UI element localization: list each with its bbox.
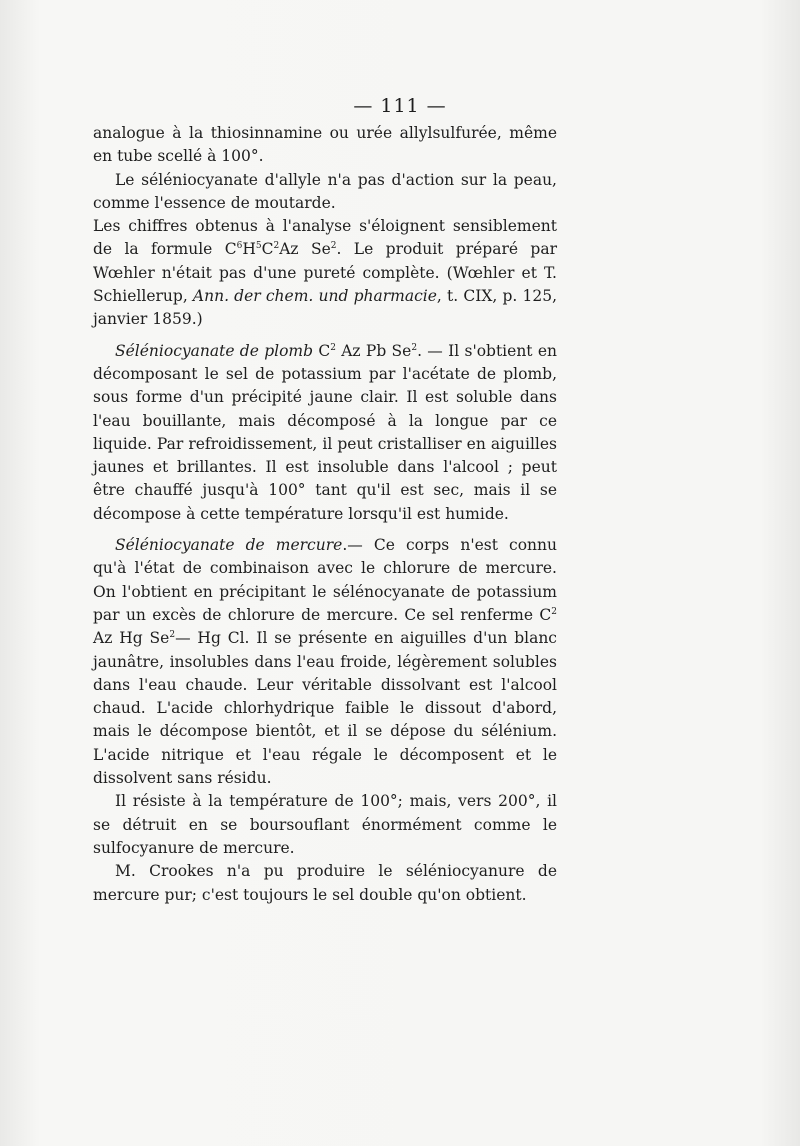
paragraph-1: analogue à la thiosinnamine ou urée allylsulfurée, même en tube scellé à 100°. [93,124,557,166]
page-number: — 111 — [353,95,447,117]
paragraph-3: Les chiffres obtenus à l'analyse s'éloignent sensiblement de la formule $C^6H^5C^2Az$ Se$^2$. Le produit préparé par Wœhler n'était pas d'une pureté complète. (Wœhler et T. Schiellerup, Ann. der chem. und pharmacie, t. CIX, p. 125, janvier 1859.) [93,217,557,329]
section-heading-mercure: Séléniocyanate de mercure [115,536,343,555]
paragraph-6: Il résiste à la température de 100°; mais, vers 200°, il se détruit en se boursouflant énormément comme le sulfocyanure de mercure. [93,792,557,857]
paragraph-7: M. Crookes n'a pu produire le séléniocyanure de mercure pur; c'est toujours le sel double qu'on obtient. [93,862,557,904]
paragraph-5: Séléniocyanate de mercure.— Ce corps n'est connu qu'à l'état de combinaison avec le chlorure de mercure. On l'obtient en précipitant le sélénocyanate de potassium par un excès de chlorure de mercure. Ce sel renferme $C^2$ Az Hg Se$^2$— Hg Cl. Il se présente en aiguilles d'un blanc jaunâtre, insolubles dans l'eau froide, légèrement solubles dans l'eau chaude. Leur véritable dissolvant est l'alcool chaud. L'acide chlorhydrique faible le dissout d'abord, mais le décompose bientôt, et il se dépose du sélénium. L'acide nitrique et l'eau régale le décomposent et le dissolvent sans résidu. [93,536,557,788]
section-heading-plomb: Séléniocyanate de plomb [115,341,314,360]
journal-title: Ann. der chem. und pharmacie [192,287,437,306]
paragraph-4: Séléniocyanate de plomb $C^2$ Az Pb Se$^2$. — Il s'obtient en décomposant le sel de potassium par l'acétate de plomb, sous forme d'un précipité jaune clair. Il est soluble dans l'eau bouillante, mais décomposé à la longue par ce liquide. Par refroidissement, il peut cristalliser en aiguilles jaunes et brillantes. Il est insoluble dans l'alcool ; peut être chauffé jusqu'à 100° tant qu'il est sec, mais il se décompose à cette température lorsqu'il est humide. [93,341,557,523]
body-text [93,122,557,907]
paragraph-2: Le séléniocyanate d'allyle n'a pas d'action sur la peau, comme l'essence de moutarde. [93,170,557,212]
